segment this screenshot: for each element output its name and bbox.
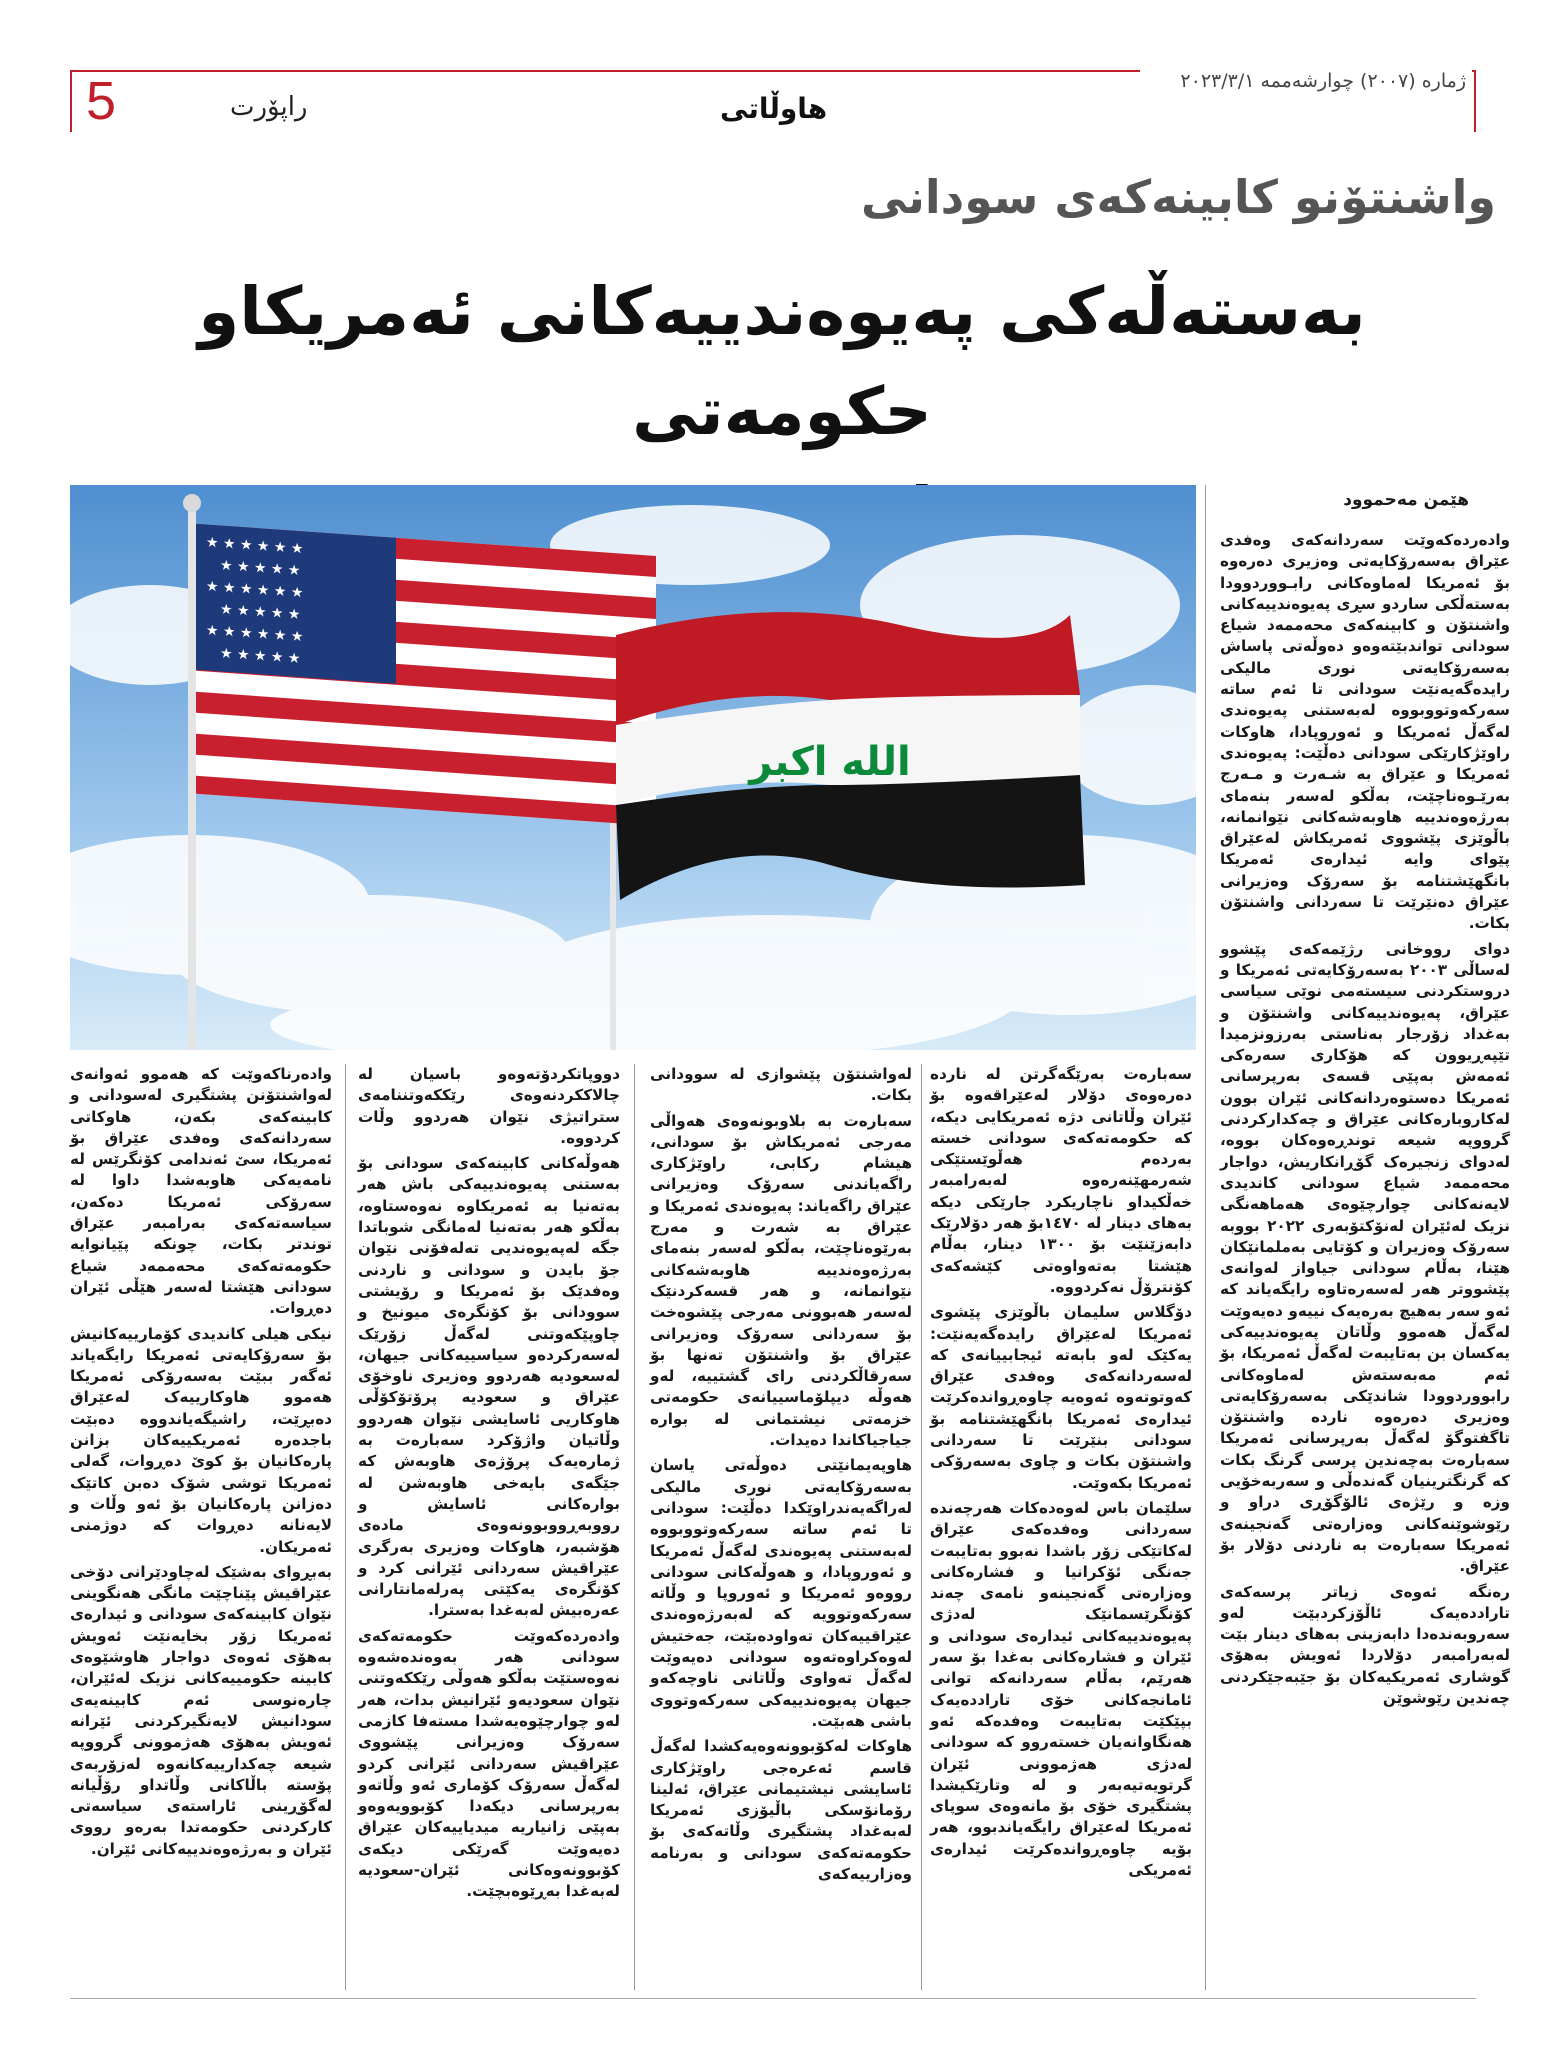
article-column-1	[930, 1064, 1192, 1885]
flag-takbir-text: الله اكبر	[749, 739, 911, 785]
us-flag	[196, 524, 656, 826]
column-divider	[921, 1064, 922, 1990]
svg-text:★ ★ ★ ★ ★ ★: ★ ★ ★ ★ ★ ★	[205, 534, 304, 558]
column-divider	[1205, 485, 1206, 1990]
headline-line-1: بەستەڵەکی پەیوەندییەکانی ئەمریکاو حکومەتی	[198, 273, 1366, 450]
paragraph: وادەردەکەوێت سەردانەکەی وەفدی عێراق بەسەرۆکایەتی وەزیری دەرەوە بۆ ئەمریکا لەماوەکانی رابـووردوودا بەستەڵکی ساردو سڕی پەیوەندییەکانی واشنتۆن و کابینەکەی محەممەد شیاع سودانی تواندبێتەوەو دەوڵەتی پاساش بەسەرۆکایەتی نوری مالیکی رایدەگەیەنێت سودانی تا ئەم ساتە سەرکەوتووبووە لەبەستنی پەیوەندی لەگەڵ ئەمریکا و ئەوروپادا، هاوکات راوێژکارێکی سودانی دەڵێت: پەیوەندی ئەمریکا و عێراق بە شـەرت و مـەرج بەرێـوەناچێت، بەڵکو لەسەر بنەمای بەرژەوەندییە هاوبەشەکانی نێوانمانە، باڵوێزی پێشووی ئەمریکاش لەعێراق پێوای وایە ئیدارەی ئەمریکا بانگهێشتنامە بۆ سەرۆک وەزیرانی عێراق دەنێرێت تا سەردانی واشنتۆن بکات.	[1220, 531, 1510, 933]
section-label: راپۆرت	[230, 92, 308, 122]
issue-info: ژمارە (٢٠٠٧) چوارشەممە ٢٠٢٣/٣/١	[1140, 70, 1472, 92]
paragraph: دۆگلاس سلیمان باڵوێزی پێشوی ئەمریکا لەعێراق رایدەگەیەنێت: یەکێک لەو بابەتە ئیجابییانەی کە لەسەردانەکەی وەفدی عێراق کەوتوتەوە ئەوەیە چاوەڕواندەکرێت ئیدارەی ئەمریکا بانگهێشتنامە بۆ سودانی بنێرێت تا سەردانی واشنتۆن بکات و چاوی بەسەرۆکی ئەمریکا بکەوێت.	[930, 1303, 1192, 1492]
svg-text:★ ★ ★ ★ ★: ★ ★ ★ ★ ★	[220, 557, 301, 580]
paragraph: رەنگە ئەوەی زیاتر پرسەکەی تاراددەیەک ئاڵۆزکردبێت لەو سەروبەندەدا دابەزینی بەهای دینار بێت لەبەرامبەر دۆلاردا ئەویش بەهۆی گوشاری ئەمریکیەکان بۆ جێبەجێکردنی چەندین رێوشوێن	[1220, 1582, 1510, 1708]
article-column-right	[1220, 530, 1510, 1713]
paragraph: وادەردەکەوێت حکومەتەکەی سودانی هەر بەوەندەشەوە نەوەستێت بەڵکو هەوڵی رێککەوتنی نێوان سعودیەو ئێرانیش بدات، هەر لەو چوارچێوەیەشدا مستەفا کازمی سەرۆک وەزیرانی پێشووی عێراقیش سەردانی ئێرانی کردو لەگەڵ سەرۆک کۆماری ئەو وڵاتەو بەرپرسانی دیکەدا کۆبوویەوەو بەپێی زانیاریە میدیاییەکان عێراق دەیەوێت گەرێکی دیکەی کۆبوونەوەکانی ئێران-سعودیە لەبەغدا بەڕێوەبچێت.	[358, 1626, 620, 1901]
newspaper-logo: هاوڵاتی	[720, 92, 828, 125]
paragraph: هاوپەیمانێتی دەوڵەتی یاسان بەسەرۆکایەتی نوری مالیکی لەراگەیەندراوێکدا دەڵێت: سودانی تا ئەم ساتە سەرکەوتووبووە لەبەستنی پەیوەندی لەگەڵ ئەمریکا و ئەوروپادا، و هەوڵەکانی سودانی رووەو ئەمریکا و ئەوروپا و وڵاتە سەرکەوتوویە کە لەبەرژەوەندی عێراقییەکان تەواودەبێت، جەختیش لەوەکراوەتەوە سودانی دەیەوێت لەگەڵ تەواوی وڵاتانی ناوچەکەو جیهان پەیوەندییەکی سەرکەوتووی باشی هەبێت.	[650, 1456, 912, 1730]
paragraph: وادەرناکەوێت کە هەموو ئەوانەی لەواشنتۆنن پشتگیری لەسودانی و کابینەکەی بکەن، هاوکاتی سەردانەکەی وەفدی عێراق بۆ ئەمریکا، سێ ئەندامی کۆنگرێس لە نامەیەکی هاوبەشدا داوا لە سەرۆکی ئەمریکا دەکەن، سیاسەتەکەی بەرامبەر عێراق توندتر بکات، چونکە پێیانوایە حکومەتەکەی محەممەد شیاع سودانی هێشتا لەسەر هێڵی ئێران دەڕوات.	[70, 1065, 332, 1318]
paragraph: سەبارەت بە بلاوبونەوەی هەواڵی مەرجی ئەمریکاش بۆ سودانی، هیشام رکابی، راوێژکاری راگەیاندنی سەرۆک وەزیرانی عێراق راگەیاند: پەیوەندی ئەمریکا و عێراق بە شەرت و مەرج بەرێوەناچێت، بەڵکو لەسەر بنەمای بەرژەوەندییە هاوبەشەکانی نێوانمانە، و هەر قسەکردنێک لەسەر هەبوونی مەرجی پێشوەخت بۆ سەردانی سەرۆک وەزیرانی عێراق بۆ واشنتۆن تەنها بۆ سەرقاڵکردنی رای گشتییە، لەو هەوڵە دیپلۆماسییانەی حکومەتی خزمەتی نیشتمانی لە بوارە جیاجیاکاندا دەیدات.	[650, 1111, 912, 1450]
paragraph: سەبارەت بەرێگەگرتن لە ناردە دەرەوەی دۆلار لەعێراقەوە بۆ ئێران وڵاتانی دژە ئەمریکایی دیکە، کە حکومەتەکەی سودانی خستە بەردەم هەڵوێستێکی شەرمهێنەرەوە لەبەرامبەر خەڵکیداو ناچاریکرد جارێکی دیکە بەهای دینار لە ١٤٧٠بۆ هەر دۆلارێک دابەزێنێت بۆ ١٣٠٠ دینار، بەڵام هێشتا بەتەواوەتی کێشەکەی کۆنترۆڵ نەکردووە.	[930, 1065, 1193, 1296]
author-byline: هێمن مەحموود	[1343, 490, 1469, 510]
article-column-2	[650, 1064, 912, 1889]
iraq-flag	[616, 612, 1085, 900]
paragraph: دووپاتکردۆتەوەو باسیان لە چالاککردنەوەی رێککەوتننامەی ستراتیژی نێوان هەردوو وڵات کردووە.	[358, 1065, 620, 1147]
svg-text:★ ★ ★ ★ ★: ★ ★ ★ ★ ★	[220, 601, 301, 624]
flagpole-left	[188, 505, 196, 1050]
svg-text:★ ★ ★ ★ ★: ★ ★ ★ ★ ★	[220, 645, 301, 668]
paragraph: بەبڕوای بەشێک لەچاودێرانی دۆخی عێراقیش پێناچێت مانگی هەنگوینی نێوان کابینەکەی سودانی و ئیدارەی ئەمریکا زۆر بخایەنێت ئەویش بەهۆی ئەوەی دواجار هاوشێوەی کابینە حکومییەکانی نزیک لەئێران، چارەنوسی ئەم کابینەیەی سودانیش لایەنگیرکردنی ئێرانە ئەویش بەهۆی هەژموونی گرووپە شیعە چەکدارییەکانەوە لەزۆربەی پۆستە باڵاکانی وڵاتداو رۆڵیانە لەگۆڕینی ئاراستەی سیاسەتی کارکردنی حکومەتدا بەرەو رووی ئێران و بەرژەوەندییەکانی ئێران.	[70, 1562, 332, 1858]
article-column-3	[358, 1064, 620, 1907]
paragraph: نیکی هیلی کاندیدی کۆمارییەکانیش بۆ سەرۆکایەتی ئەمریکا رایگەیاند ئەگەر ببێت بەسەرۆکی ئەمریکا هەموو هاوکارییەک لەعێراق دەبڕێت، راشیگەیاندووە دەبێت باجدەرە ئەمریکییەکان بزانن پارەکانیان بۆ کوێ دەڕوات، گەلی ئەمریکا توشی شۆک دەبن کاتێک دەزانن پارەکانیان بۆ ئەو وڵات و لایەنانە دەڕوات کە دوژمنی ئەمریکان.	[70, 1324, 332, 1556]
page-number: 5	[86, 71, 117, 131]
svg-text:★ ★ ★ ★ ★ ★: ★ ★ ★ ★ ★ ★	[205, 622, 304, 646]
column-divider	[634, 1064, 635, 1990]
flags-photo	[70, 485, 1196, 1050]
paragraph: دوای رووخانی رژێمەکەی پێشوو لەساڵی ٢٠٠٣ بەسەرۆکایەتی ئەمریکا و دروستکردنی سیستەمی نوێی سیاسی عێراق، پەیوەندییەکانی واشنتۆن و بەغداد زۆرجار بەناستی بەرزونزمیدا تێپەڕیوون کە هۆکاری سەرەکی ئەمەش بەپێی قسەی بەرپرسانی ئەمریکا دەستوەردانەکانی ئێران بوون لەکاروبارەکانی عێراق و چەکدارکردنی گرووپە شیعە توندڕەوەکان بووە، لەدوای زنجیرەک گۆڕانکاریش، دواجار محەممەد شیاع سودانی کاندیدی لایەنەکانی چوارچێوەی هەماهەنگی نزیک لەئێران لەنۆکتۆبەری ٢٠٢٢ بووبە سەرۆک وەزیران و کۆتایی بەملمانێکان هێنا، بەڵام سودانی جیاواز لەوانەی پێشووتر هەر لەسەرەتاوە رایگەیاند کە ئەو سەر بەهیچ بەرەیەک نییەو دەیەوێت لەگەڵ هەموو وڵاتان پەیوەندییەکی یەکسان بن بەتایبەت لەگەڵ ئەمریکا، بۆ ئەم مەبەستەش لەماوەکانی رابووردوودا شاندێکی بەسەرۆکایەتی وەزیری دەرەوە ناردە واشنتۆن تاگفتوگۆ لەگەڵ بەرپرسانی ئەمریکا سەبارەت بەچەندین پرسی گرنگ بکات کە گرنگترینیان گەندەڵی و سەربەخۆیی وزە و رێژەی ئالۆگۆڕی دراو و رێوشوێنەکانی وەزارەتی گەنجینەی ئەمریکا سەبارەت بە ناردنی دۆلار بۆ عێراق.	[1220, 939, 1510, 1576]
article-column-4	[70, 1064, 332, 1864]
svg-text:★ ★ ★ ★ ★ ★: ★ ★ ★ ★ ★ ★	[205, 578, 304, 602]
header-left-rule	[70, 70, 72, 132]
paragraph: لەواشنتۆن پێشوازی لە سوودانی بکات.	[650, 1065, 912, 1105]
column-divider	[345, 1064, 346, 1990]
kicker-headline: واشنتۆنو کابینەکەی سودانی	[861, 170, 1496, 224]
header-right-rule	[1474, 70, 1476, 132]
paragraph: سلێمان باس لەوەدەکات هەرچەندە سەردانی وەفدەکەی عێراق لەکاتێکی زۆر باشدا نەبوو بەتایبەت جەنگی ئۆکرانیا و فشارەکانی وەزارەتی گەنجینەو نامەی چەند کۆنگرێسمانێک لەدژی پەیوەندییەکانی ئیدارەی سودانی و ئێران و فشارەکانی بەغدا بۆ سەر هەرێم، بەڵام سەردانەکە توانی ئامانجەکانی خۆی تاراددەیەک بپێکێت بەتایبەت وەفدەکە ئەو هەنگاوانەیان خستەروو کە سودانی لەدژی هەژموونی ئێران گرتویەتیەبەر و لە وتارێکیشدا پشتگیری خۆی بۆ مانەوەی سوپای ئەمریکا لەعێراق رایگەیاندبوو، هەر بۆیە چاوەڕواندەکرێت ئیدارەی ئەمریکی	[930, 1498, 1192, 1879]
paragraph: هەوڵەکانی کابینەکەی سودانی بۆ بەستنی پەیوەندییەکی باش هەر بەتەنیا بە ئەمریکاوە نەوەستاوە، بەڵکو هەر بەتەنیا لەمانگی شوباتدا جگە لەپەیوەندیی تەلەفۆنی نێوان جۆ بایدن و سودانی و ناردنی وەفدێک بۆ ئەمریکا و رۆیشتی سوودانی بۆ کۆنگرەی میونیخ و چاوپێکەوتنی لەگەڵ زۆرێک لەسەرکردەو سیاسییەکانی جیهان، لەسعودیە هەردوو وەزیری ناوخۆی عێراق و سعودیە پرۆتۆکۆڵی هاوکاریی ئاسایشی نێوان هەردوو وڵاتیان واژۆکرد سەبارەت بە ژمارەیەک پرۆژەی هاوبەش کە جێگەی بایەخی هاوبەشن لە بوارەکانی ئاسایش و رووبەڕووبوونەوەی مادەی هۆشبەر، هاوکات وەزیری بەرگری عێراقیش سەردانی ئێرانی کرد و کۆنگرەی یەکێتی پەرلەمانتارانی عەرەبیش لەبەغدا بەسترا.	[358, 1154, 620, 1620]
paragraph: هاوکات لەکۆبوونەوەیەکشدا لەگەڵ قاسم ئەعرەجی راوێژکاری ئاسایشی نیشتیمانی عێراق، ئەلینا رۆمانۆسکی باڵیۆزی ئەمریکا لەبەغداد پشتگیری وڵاتەکەی بۆ حکومەتەکەی سودانی و بەرنامە وەزارییەکەی	[650, 1737, 912, 1883]
page-bottom-rule	[70, 1998, 1476, 1999]
